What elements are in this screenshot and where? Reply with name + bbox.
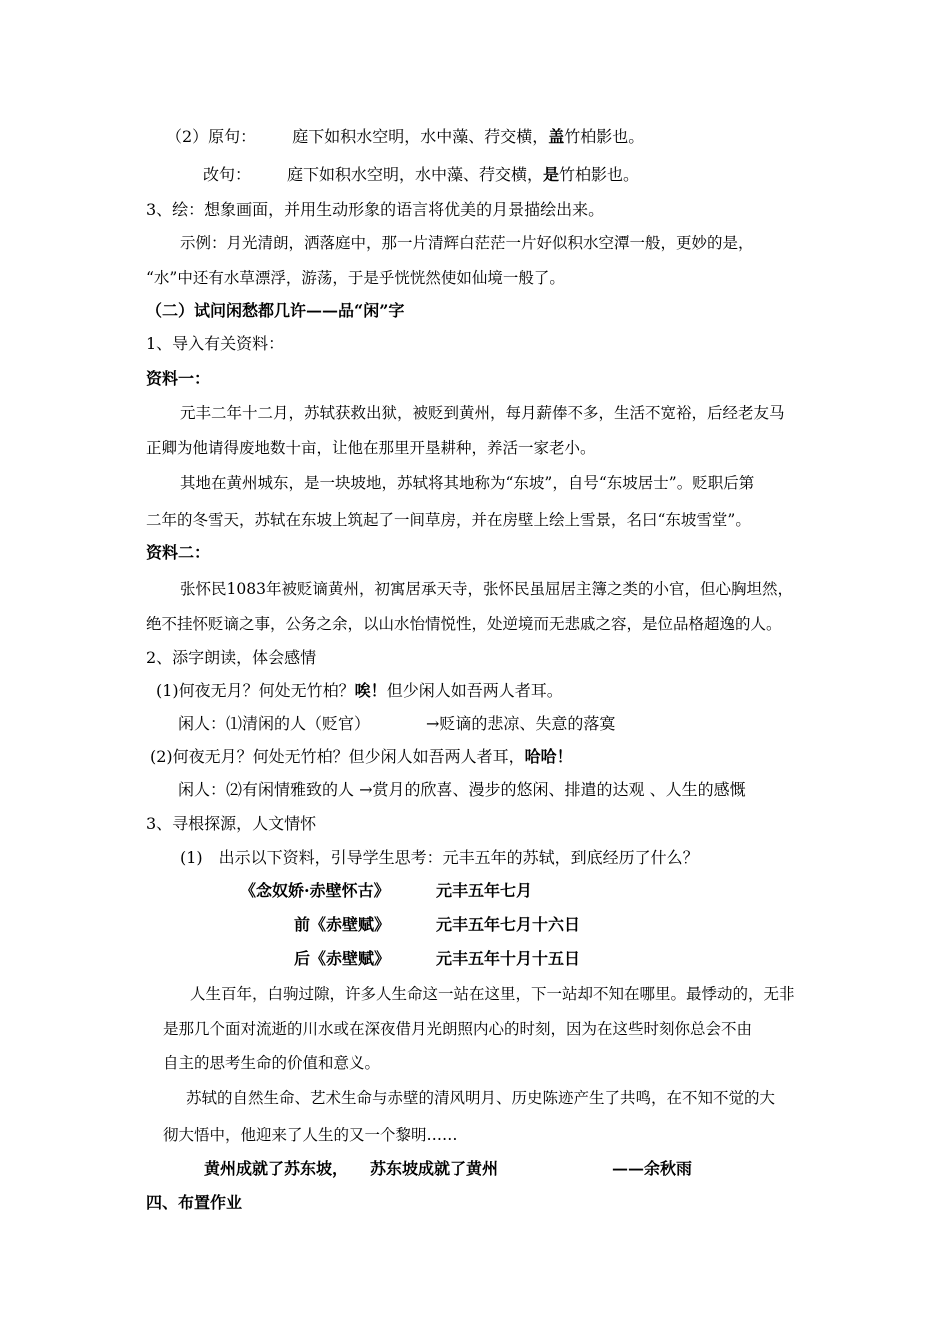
intro-materials: 1、导入有关资料： (146, 334, 285, 353)
example-line-2: “水”中还有水草漂浮，游荡，于是乎恍恍然使如仙境一般了。 (146, 269, 565, 287)
reading-1-bold: 唉！ (354, 681, 387, 700)
material-2-line-2: 绝不挂怀贬谪之事，公务之余，以山水怡情悦性，处逆境而无悲戚之容，是位品格超逸的人。 (146, 615, 782, 633)
original-text-post: 竹柏影也。 (564, 127, 645, 146)
reading-2-bold: 哈哈！ (524, 747, 573, 766)
work-1-date: 元丰五年七月 (436, 881, 533, 900)
quote-part-b: 苏东坡成就了黄州 (370, 1159, 499, 1178)
work-1-title: 《念奴娇·赤壁怀古》 (240, 881, 390, 900)
revised-sentence (203, 164, 639, 186)
revised-text-post: 竹柏影也。 (559, 165, 640, 184)
material-1-title: 资料一： (146, 369, 211, 388)
life-line-1: 人生百年，白驹过隙，许多人生命这一站在这里，下一站却不知在哪里。最悸动的，无非 (190, 985, 795, 1003)
work-2-title: 前《赤壁赋》 (294, 915, 391, 934)
original-label: （2）原句： (166, 127, 257, 146)
material-1-line-2: 正卿为他请得废地数十亩，让他在那里开垦耕种，养活一家老小。 (146, 439, 596, 457)
reading-1-post: 但少闲人如吾两人者耳。 (386, 681, 563, 700)
original-sentence (166, 126, 644, 148)
revised-bold-word: 是 (543, 165, 560, 184)
reading-2-note: 闲人：⑵有闲情雅致的人 →赏月的欣喜、漫步的悠闲、排遣的达观 、人生的感慨 (178, 780, 746, 799)
draw-heading: 3、绘：想象画面，并用生动形象的语言将优美的月景描绘出来。 (146, 200, 605, 219)
material-1-line-4: 二年的冬雪天，苏轼在东坡上筑起了一间草房，并在房壁上绘上雪景，名曰“东坡雪堂”。 (146, 511, 751, 529)
material-1-line-1: 元丰二年十二月，苏轼获救出狱，被贬到黄州，每月薪俸不多，生活不宽裕，后经老友马 (180, 404, 785, 422)
work-2-date: 元丰五年七月十六日 (436, 915, 581, 934)
original-text-pre: 庭下如积水空明，水中藻、荇交横， (292, 127, 549, 146)
original-bold-word: 盖 (548, 127, 565, 146)
material-2-title: 资料二： (146, 543, 211, 562)
revised-text-pre: 庭下如积水空明，水中藻、荇交横， (287, 165, 544, 184)
example-line-1: 示例：月光清朗，洒落庭中，那一片清辉白茫茫一片好似积水空潭一般，更妙的是， (180, 234, 754, 252)
su-line-2: 彻大悟中，他迎来了人生的又一个黎明…… (163, 1126, 458, 1144)
work-row-2 (294, 914, 580, 936)
reading-2 (150, 746, 573, 768)
reading-1-note-b: →贬谪的悲凉、失意的落寞 (426, 714, 616, 733)
root-heading: 3、寻根探源，人文情怀 (146, 814, 317, 833)
section-4-title: 四、布置作业 (146, 1193, 243, 1212)
reading-1-note-a: 闲人：⑴清闲的人（贬官） (178, 714, 371, 733)
reading-1-note (178, 713, 615, 735)
revised-label: 改句： (203, 165, 252, 184)
add-word-heading: 2、添字朗读，体会感情 (146, 648, 317, 667)
material-2-line-1: 张怀民1083年被贬谪黄州，初寓居承天寺，张怀民虽屈居主簿之类的小官，但心胸坦然， (180, 580, 793, 598)
work-row-1 (240, 880, 532, 902)
reading-1 (156, 680, 563, 702)
reading-1-pre: (1)何夜无月？何处无竹柏？ (156, 681, 355, 700)
root-question: (1) 出示以下资料，引导学生思考：元丰五年的苏轼，到底经历了什么？ (180, 848, 699, 867)
quote-author: ——余秋雨 (612, 1159, 693, 1178)
life-line-3: 自主的思考生命的价值和意义。 (163, 1054, 381, 1072)
work-3-title: 后《赤壁赋》 (294, 949, 391, 968)
closing-quote (204, 1158, 692, 1180)
su-line-1: 苏轼的自然生命、艺术生命与赤壁的清风明月、历史陈迹产生了共鸣，在不知不觉的大 (186, 1089, 776, 1107)
life-line-2: 是那几个面对流逝的川水或在深夜借月光朗照内心的时刻，因为在这些时刻你总会不由 (163, 1020, 753, 1038)
work-row-3 (294, 948, 580, 970)
material-1-line-3: 其地在黄州城东，是一块坡地，苏轼将其地称为“东坡”，自号“东坡居士”。贬职后第 (180, 474, 755, 492)
quote-part-a: 黄州成就了苏东坡， (204, 1159, 349, 1178)
section-2-title: （二）试问闲愁都几许——品“闲”字 (146, 301, 405, 320)
reading-2-pre: (2)何夜无月？何处无竹柏？但少闲人如吾两人者耳， (150, 747, 525, 766)
work-3-date: 元丰五年十月十五日 (436, 949, 581, 968)
